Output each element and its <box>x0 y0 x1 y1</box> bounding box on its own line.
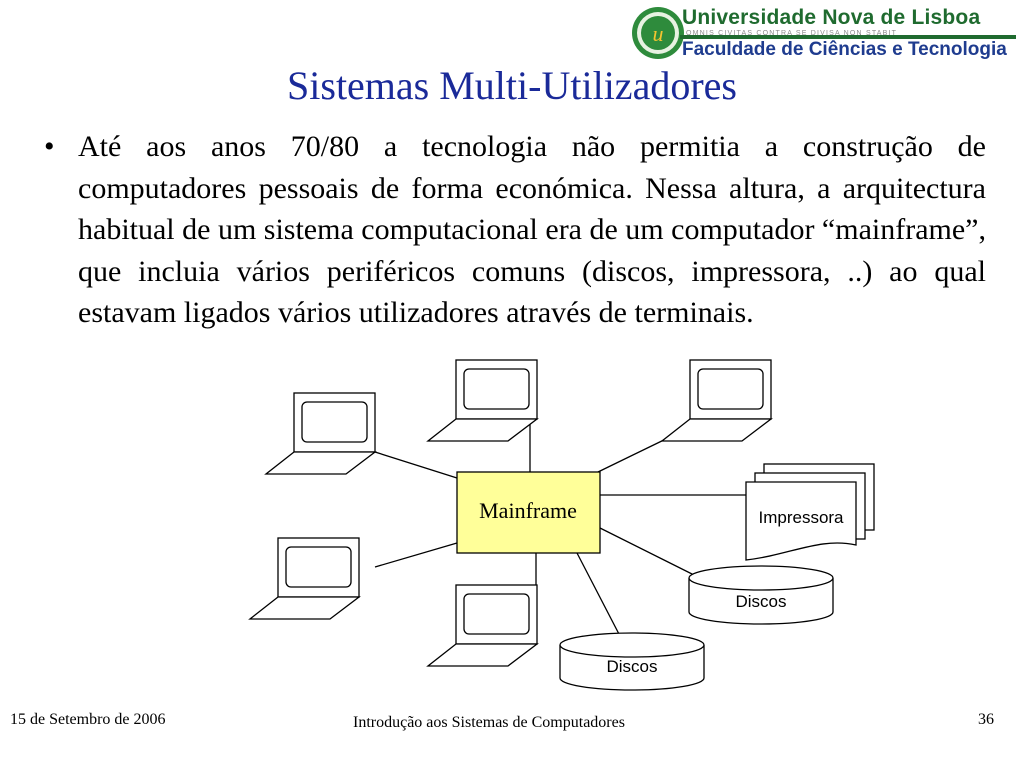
faculty-name: Faculdade de Ciências e Tecnologia <box>682 39 1007 60</box>
slide-title: Sistemas Multi-Utilizadores <box>287 63 737 108</box>
disk-label: Discos <box>606 657 658 676</box>
svg-text:u: u <box>652 21 664 46</box>
page-number: 36 <box>978 711 994 728</box>
university-motto: OMNIS CIVITAS CONTRA SE DIVISA NON STABIT <box>686 30 898 37</box>
printer-label: Impressora <box>758 508 844 527</box>
bullet-text: Até aos anos 70/80 a tecnologia não permitia a construção de computadores pessoais de forma económica. Nessa altura, a arquitectura habitual de um sistema computacional era de um computador “mainframe”, que incluia vários periféricos comuns (discos, impressora, ..) ao qual estavam ligados vários utilizadores através de terminais. <box>78 130 986 329</box>
terminal-icon <box>428 585 537 666</box>
footer-date: 15 de Setembro de 2006 <box>10 711 166 728</box>
bullet-icon: • <box>44 130 55 163</box>
terminal-icon <box>662 360 771 441</box>
terminal-icon <box>266 393 375 474</box>
terminal-icon <box>250 538 359 619</box>
disk-label: Discos <box>735 592 787 611</box>
footer-course-title: Introdução aos Sistemas de Computadores <box>353 714 625 731</box>
terminal-icon <box>428 360 537 441</box>
university-name: Universidade Nova de Lisboa <box>682 6 981 29</box>
mainframe-label: Mainframe <box>479 498 577 523</box>
